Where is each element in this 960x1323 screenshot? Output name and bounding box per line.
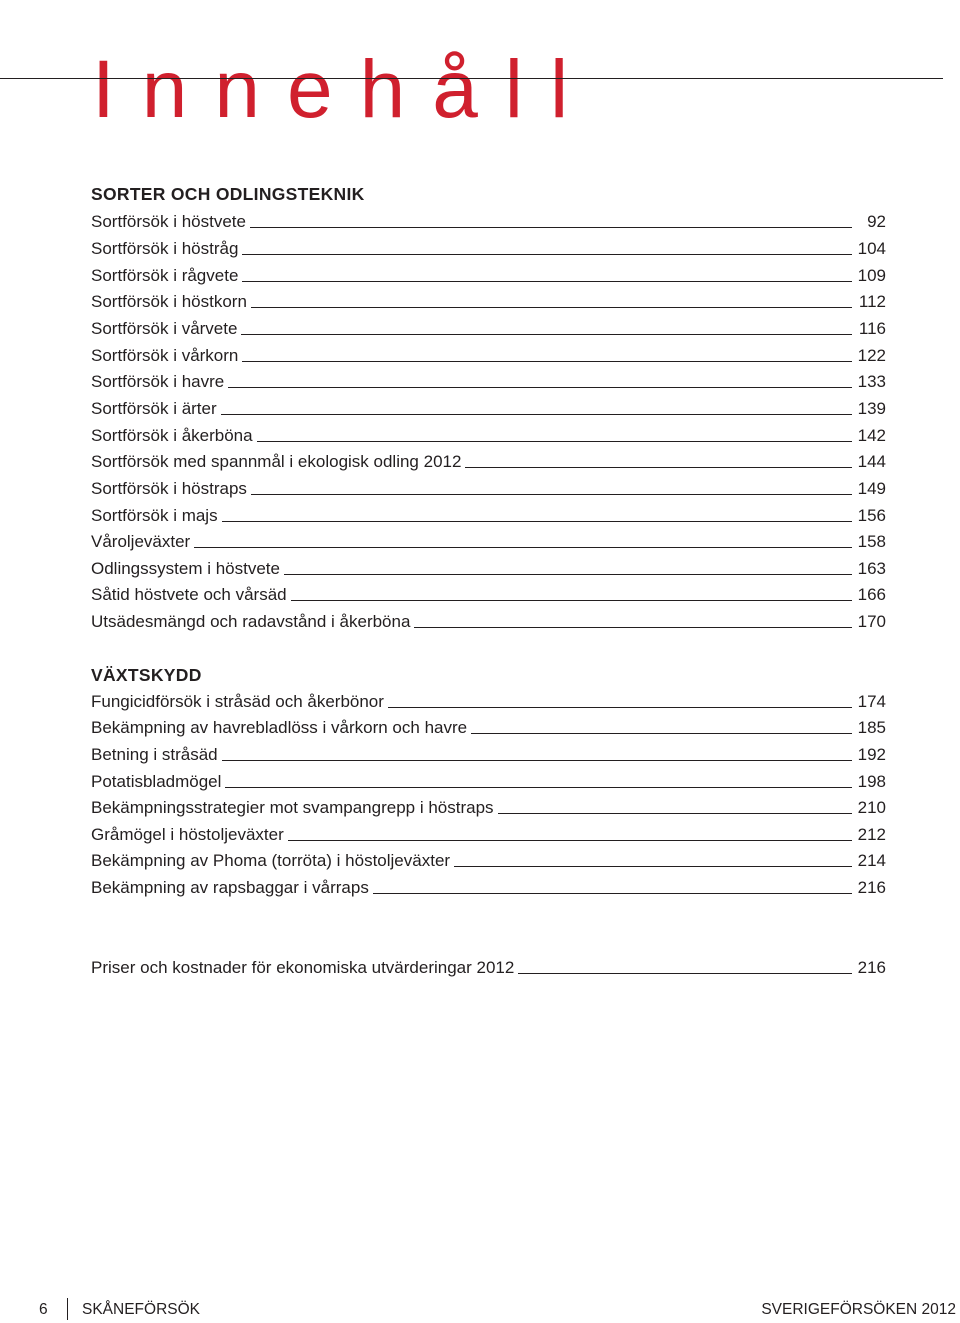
- toc-leader-line: [242, 254, 851, 255]
- toc-entry-page: 116: [858, 319, 886, 338]
- toc-leader-line: [250, 227, 852, 228]
- toc-leader-line: [251, 494, 852, 495]
- toc-entry-label: Odlingssystem i höstvete: [91, 559, 280, 578]
- page-title: Innehåll: [92, 43, 596, 135]
- toc-entry[interactable]: [91, 500, 886, 526]
- toc-leader-line: [498, 813, 852, 814]
- toc-entry-page: 210: [857, 798, 886, 817]
- toc-entry-label: Betning i stråsäd: [91, 745, 218, 764]
- toc-entry-page: 144: [857, 452, 886, 471]
- footer-divider: [67, 1298, 68, 1320]
- toc-entry-label: Bekämpning av rapsbaggar i vårraps: [91, 878, 369, 897]
- footer-right-text: SVERIGEFÖRSÖKEN 2012: [761, 1301, 956, 1318]
- toc-entry-page: 104: [857, 239, 886, 258]
- footer-left-text: SKÅNEFÖRSÖK: [82, 1301, 200, 1318]
- toc-leader-line: [471, 733, 852, 734]
- toc-entry[interactable]: [91, 340, 886, 366]
- toc-entry-page: 122: [857, 346, 886, 365]
- toc-entry[interactable]: [91, 260, 886, 286]
- toc-entry-page: 139: [857, 399, 886, 418]
- toc-entry[interactable]: [91, 206, 886, 232]
- toc-entry-label: Sortförsök i rågvete: [91, 266, 239, 285]
- toc-entry[interactable]: [91, 686, 886, 712]
- toc-entry[interactable]: [91, 313, 886, 339]
- toc-entry-page: 149: [857, 479, 886, 498]
- toc-entry-label: Sortförsök i ärter: [91, 399, 217, 418]
- toc-entry-page: 166: [857, 585, 886, 604]
- toc-entry[interactable]: [91, 579, 886, 605]
- toc-entry[interactable]: [91, 819, 886, 845]
- toc-leader-line: [288, 840, 852, 841]
- toc-entry-page: 216: [857, 958, 886, 977]
- toc-leader-line: [291, 600, 852, 601]
- toc-entry[interactable]: [91, 553, 886, 579]
- toc-entry-page: 212: [857, 825, 886, 844]
- toc-entry-page: 163: [857, 559, 886, 578]
- toc-entry-page: 133: [857, 372, 886, 391]
- toc-entry-label: Sortförsök i höstvete: [91, 212, 246, 231]
- toc-entry-label: Våroljeväxter: [91, 532, 191, 551]
- toc-leader-line: [242, 361, 851, 362]
- toc-entry-page: 216: [857, 878, 886, 897]
- toc-entry-label: Sortförsök i åkerböna: [91, 426, 253, 445]
- toc-entry[interactable]: [91, 739, 886, 765]
- toc-entry[interactable]: [91, 792, 886, 818]
- toc-entry-page: 109: [857, 266, 886, 285]
- toc-entry-label: Fungicidförsök i stråsäd och åkerbönor: [91, 692, 384, 711]
- toc-entry-page: 185: [857, 718, 886, 737]
- toc-leader-line: [284, 574, 852, 575]
- toc-entry[interactable]: [91, 286, 886, 312]
- toc-leader-line: [414, 627, 851, 628]
- toc-entry-page: 142: [857, 426, 886, 445]
- toc-entry-page: 198: [857, 772, 886, 791]
- toc-leader-line: [388, 707, 852, 708]
- toc-entry-page: 214: [857, 851, 886, 870]
- toc-entry-label: Sortförsök i höstkorn: [91, 292, 247, 311]
- toc-entry[interactable]: [91, 606, 886, 632]
- toc-entry[interactable]: [91, 952, 886, 978]
- toc-leader-line: [373, 893, 852, 894]
- toc-entry-label: Bekämpning av havrebladlöss i vårkorn och havre: [91, 718, 468, 737]
- toc-entry-label: Bekämpningsstrategier mot svampangrepp i höstraps: [91, 798, 494, 817]
- toc-leader-line: [194, 547, 851, 548]
- toc-entry-page: 156: [857, 506, 886, 525]
- toc-entry-label: Gråmögel i höstoljeväxter: [91, 825, 284, 844]
- toc-entry-label: Bekämpning av Phoma (torröta) i höstoljeväxter: [91, 851, 451, 870]
- toc-entry[interactable]: [91, 872, 886, 898]
- toc-leader-line: [221, 414, 852, 415]
- toc-entry-label: Sortförsök i vårkorn: [91, 346, 239, 365]
- toc-entry[interactable]: [91, 845, 886, 871]
- toc-leader-line: [465, 467, 851, 468]
- section-heading-vaxtskydd: VÄXTSKYDD: [91, 665, 202, 685]
- toc-leader-line: [251, 307, 852, 308]
- toc-entry-page: 112: [858, 292, 886, 311]
- toc-entry-page: 174: [857, 692, 886, 711]
- toc-entry-label: Potatisbladmögel: [91, 772, 222, 791]
- toc-entry[interactable]: [91, 366, 886, 392]
- toc-leader-line: [222, 521, 852, 522]
- toc-entry[interactable]: [91, 473, 886, 499]
- footer-page-number: 6: [39, 1301, 48, 1318]
- toc-entry[interactable]: [91, 233, 886, 259]
- toc-leader-line: [228, 387, 851, 388]
- toc-entry-label: Sortförsök i majs: [91, 506, 218, 525]
- toc-entry-label: Sortförsök med spannmål i ekologisk odling 2012: [91, 452, 462, 471]
- toc-entry-label: Sortförsök i höstråg: [91, 239, 239, 258]
- toc-leader-line: [241, 334, 852, 335]
- toc-entry-label: Sortförsök i höstraps: [91, 479, 247, 498]
- toc-entry-page: 158: [857, 532, 886, 551]
- toc-entry[interactable]: [91, 420, 886, 446]
- toc-leader-line: [242, 281, 851, 282]
- toc-entry[interactable]: [91, 766, 886, 792]
- toc-leader-line: [222, 760, 852, 761]
- toc-entry[interactable]: [91, 712, 886, 738]
- toc-entry-page: 92: [867, 212, 886, 231]
- toc-entry-label: Såtid höstvete och vårsäd: [91, 585, 287, 604]
- toc-leader-line: [518, 973, 851, 974]
- toc-entry[interactable]: [91, 446, 886, 472]
- toc-entry-page: 170: [857, 612, 886, 631]
- toc-leader-line: [257, 441, 852, 442]
- section-heading-sorter: SORTER OCH ODLINGSTEKNIK: [91, 184, 365, 204]
- toc-entry-label: Utsädesmängd och radavstånd i åkerböna: [91, 612, 411, 631]
- title-rule: [0, 78, 943, 79]
- toc-entry[interactable]: [91, 526, 886, 552]
- toc-entry-label: Priser och kostnader för ekonomiska utvärderingar 2012: [91, 958, 515, 977]
- toc-entry-label: Sortförsök i havre: [91, 372, 225, 391]
- toc-entry-label: Sortförsök i vårvete: [91, 319, 238, 338]
- toc-leader-line: [225, 787, 851, 788]
- toc-leader-line: [454, 866, 852, 867]
- toc-entry[interactable]: [91, 393, 886, 419]
- toc-entry-page: 192: [857, 745, 886, 764]
